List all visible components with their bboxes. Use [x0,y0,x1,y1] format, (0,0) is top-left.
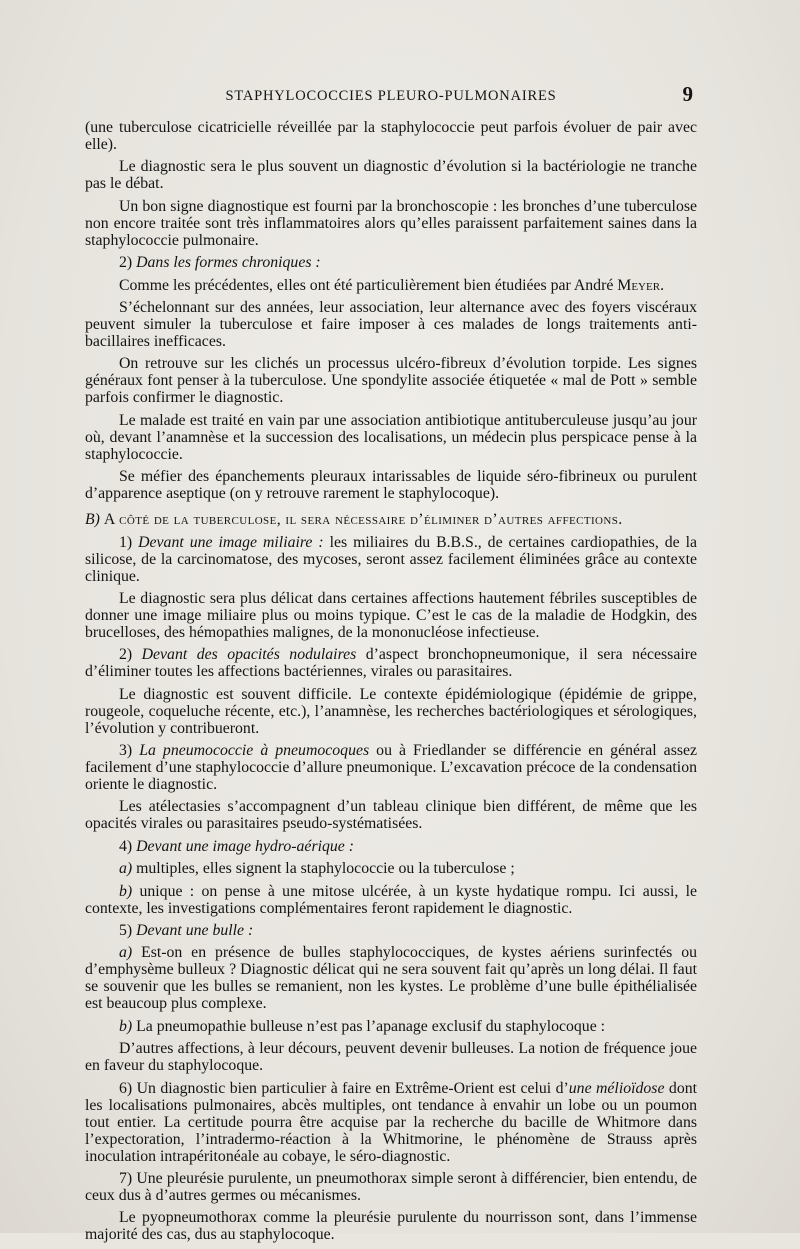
item-number: 1) [119,533,133,551]
item-label: b) [119,1017,133,1035]
item-title: Devant une bulle : [136,922,254,940]
paragraph-text: Comme les précédentes, elles ont été particulièrement bien étudiées par André [119,276,614,294]
page-number: 9 [682,82,693,106]
running-title: STAPHYLOCOCCIES PLEURO-PULMONAIRES [225,88,557,104]
item-label: a) [119,860,133,878]
paragraph: Le malade est traité en vain par une association antibiotique antituberculeuse jusqu’au jour où, devant l’anamnèse et la succession des localisations, un médecin plus perspicace pense à la staphylococcie. [85,411,697,463]
subsection-title: Dans les formes chroniques : [136,254,321,272]
item-title: Devant une image hydro-aérique : [136,837,354,855]
paragraph: (une tuberculose cicatricielle réveillée par la staphylococcie peut parfois évoluer de pair avec elle). [85,119,697,153]
item-label: b) [119,882,133,900]
paragraph [85,534,697,585]
paragraph-text: dont les localisations pulmonaires, abcès multiples, ont tendance à envahir un lobe ou un poumon tout entier. La certitude pourra être acquise par la recherche du bacille de Whitmore dans l’expectoration, l’intradermo-réaction à la Whitmorine, le phénomène de Strauss après inoculation intrapéritonéale au cobaye, le séro-diagnostic. [85,1079,698,1165]
item-title: Devant des opacités nodulaires [141,646,357,664]
paragraph [85,742,697,793]
paragraph-text: d’aspect bronchopneumonique, il sera nécessaire d’éliminer toutes les affections bactériennes, virales ou parasitaires. [85,646,697,681]
paragraph: D’autres affections, à leur décours, peuvent devenir bulleuses. La notion de fréquence joue en faveur du staphylocoque. [85,1040,697,1075]
paragraph [85,944,697,1012]
paragraph: Comme les précédentes, elles ont été particulièrement bien étudiées par André Meyer. [119,276,665,294]
paragraph: Le pyopneumothorax comme la pleurésie purulente du nourrisson sont, dans l’immense majorité des cas, dus au staphylocoque. [85,1209,697,1244]
subsection-heading [85,838,697,855]
paragraph-text: Est-on en présence de bulles staphylococciques, de kystes aériens surinfectés ou d’emphysème bulleux ? Diagnostic délicat qui ne sera souvent fait qu’après un long délai. Il faut se souvenir que les bulles se remanient, non les kystes. Le problème d’une bulle épithélialisée est beaucoup plus complexe. [85,944,698,1013]
item-number: 2) [119,646,133,664]
paragraph-text: ou à Friedlander se différencie en général assez facilement d’une staphylococcie d’allure pneumonique. L’excavation précoce de la condensation oriente le diagnostic. [85,742,698,794]
item-number: 5) [119,922,133,940]
item-number: 4) [119,837,133,855]
page-body [85,119,697,1249]
paragraph: S’échelonnant sur des années, leur association, leur alternance avec des foyers viscéraux peuvent simuler la tuberculose et faire imposer à ces malades de longs traitements anti-bacillaires inefficaces. [85,298,697,350]
subsection-heading [85,254,697,271]
paragraph-text: 6) Un diagnostic bien particulier à faire en Extrême-Orient est celui d’ [119,1079,569,1097]
paragraph: Le diagnostic sera le plus souvent un diagnostic d’évolution si la bactériologie ne tranche pas le débat. [85,158,697,193]
paragraph: Un bon signe diagnostique est fourni par la bronchoscopie : les bronches d’une tuberculose non encore traitée sont très inflammatoires alors qu’elles paraissent parfaitement saines dans la staphylococcie pulmonaire. [85,197,697,249]
subsection-heading [85,922,697,939]
author-name: Meyer [617,276,661,294]
section-heading [85,511,697,528]
paragraph [85,1080,697,1165]
paragraph: Le diagnostic est souvent difficile. Le contexte épidémiologique (épidémie de grippe, rougeole, coqueluche récente, etc.), l’anamnèse, les recherches bactériologiques et sérologiques, l’évolution y contribueront. [85,685,697,737]
paragraph [85,1018,697,1035]
subsection-number: 2) [119,254,133,272]
item-title: La pneumococcie à pneumocoques [139,742,370,760]
paragraph [85,646,697,680]
section-title: A côté de la tuberculose, il sera nécessaire d’éliminer d’autres affections. [103,511,623,529]
paragraph: Les atélectasies s’accompagnent d’un tableau clinique bien différent, de même que les opacités virales ou parasitaires pseudo-systématisées. [85,798,697,833]
paragraph: On retrouve sur les clichés un processus ulcéro-fibreux d’évolution torpide. Les signes généraux font penser à la tuberculose. Une spondylite associée étiquetée « mal de Pott » semble parfois confirmer le diagnostic. [85,355,697,407]
paragraph-text: unique : on pense à une mitose ulcérée, à un kyste hydatique rompu. Ici aussi, le contexte, les investigations complémentaires feront rapidement le diagnostic. [85,882,697,917]
item-label: a) [119,944,133,962]
paragraph-text: La pneumopathie bulleuse n’est pas l’apanage exclusif du staphylocoque : [136,1017,606,1035]
paragraph: Le diagnostic sera plus délicat dans certaines affections hautement fébriles susceptibles de donner une image miliaire plus ou moins typique. C’est le cas de la maladie de Hodgkin, des brucelloses, des hémopathies malignes, de la mononucléose infectieuse. [85,589,697,641]
page-header [85,84,697,108]
emphasized-term: une mélioïdose [568,1079,665,1097]
item-title: Devant une image miliaire : [138,533,324,551]
item-number: 3) [119,742,133,760]
paragraph-text: les miliaires du B.B.S., de certaines cardiopathies, de la silicose, de la carcinomatose, des mycoses, seront assez facilement éliminées grâce au contexte clinique. [85,533,697,585]
paragraph-text: multiples, elles signent la staphylococcie ou la tuberculose ; [136,860,515,878]
paragraph: 7) Une pleurésie purulente, un pneumothorax simple seront à différencier, bien entendu, de ceux dus à d’autres germes ou mécanismes. [85,1169,697,1204]
section-label: B) [85,511,100,529]
paragraph [85,883,697,917]
paragraph: Se méfier des épanchements pleuraux intarissables de liquide séro-fibrineux ou purulent d’apparence aseptique (on y retrouve rarement le staphylocoque). [85,468,697,503]
paragraph [85,860,697,877]
